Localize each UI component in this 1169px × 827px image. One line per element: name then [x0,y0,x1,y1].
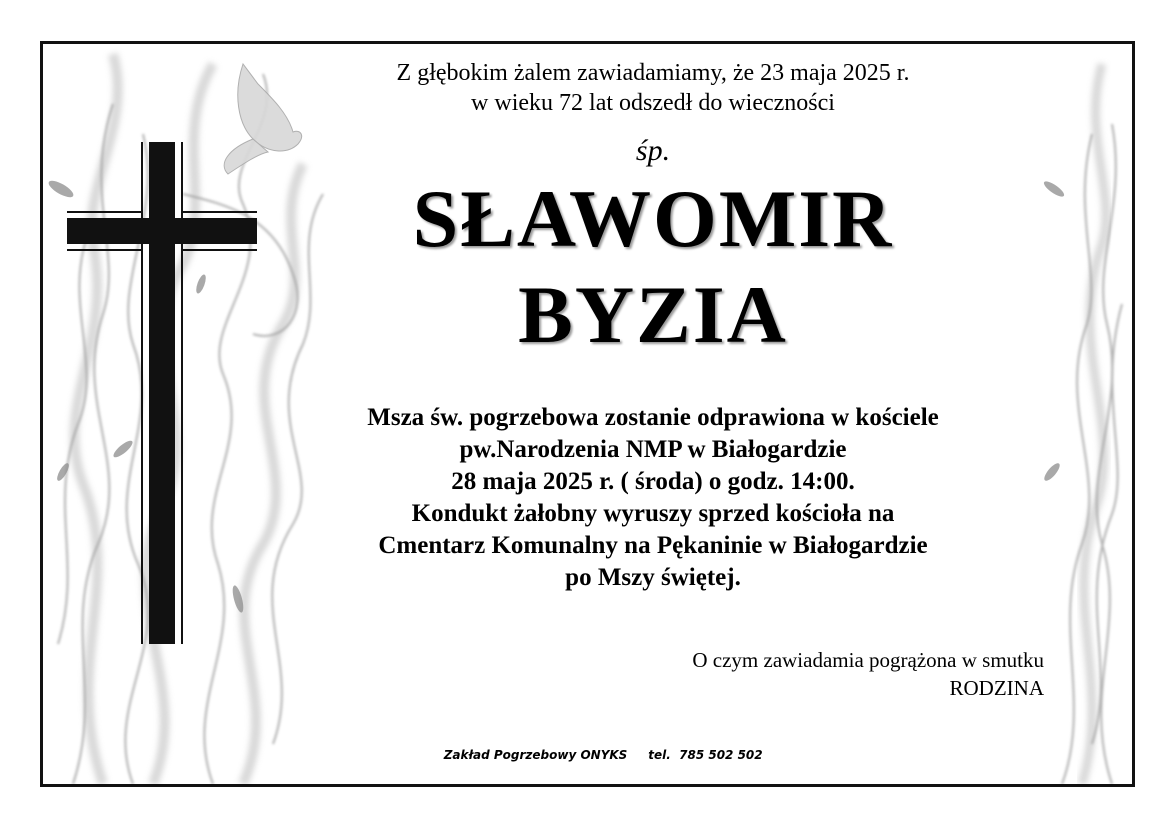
mass-line: 28 maja 2025 r. ( środa) o godz. 14:00. [451,468,855,495]
mass-line: po Mszy świętej. [565,564,741,591]
funeral-home-name: Zakład Pogrzebowy ONYKS [443,748,628,762]
phone-label: tel. [648,748,671,762]
deceased-last-name: BYZIA [518,269,788,360]
mass-line: Kondukt żałobny wyruszy sprzed kościoła na [411,500,895,527]
mass-line: Msza św. pogrzebowa zostanie odprawiona w kościele [367,404,939,431]
mass-line: pw.Narodzenia NMP w Białogardzie [459,436,847,463]
smoke-decoration-right [1042,44,1132,784]
intro-line-1: Z głębokim żalem zawiadamiamy, że 23 maja 2025 r. [396,60,910,86]
obituary-card [40,41,1135,787]
mass-line: Cmentarz Komunalny na Pękaninie w Białogardzie [378,532,928,559]
funeral-home-footer [427,734,763,776]
cross-icon [67,142,263,644]
intro-text [303,58,1003,118]
phone-number: 785 502 502 [679,748,763,762]
closing-line: O czym zawiadamia pogrążona w smutku [692,648,1044,672]
family-signature: RODZINA [949,676,1044,700]
closing-block [692,646,1044,702]
intro-line-2: w wieku 72 lat odszedł do wieczności [471,90,835,116]
funeral-mass-details [303,402,1003,594]
name-prefix: śp. [635,134,671,167]
deceased-first-name: SŁAWOMIR [412,173,894,264]
